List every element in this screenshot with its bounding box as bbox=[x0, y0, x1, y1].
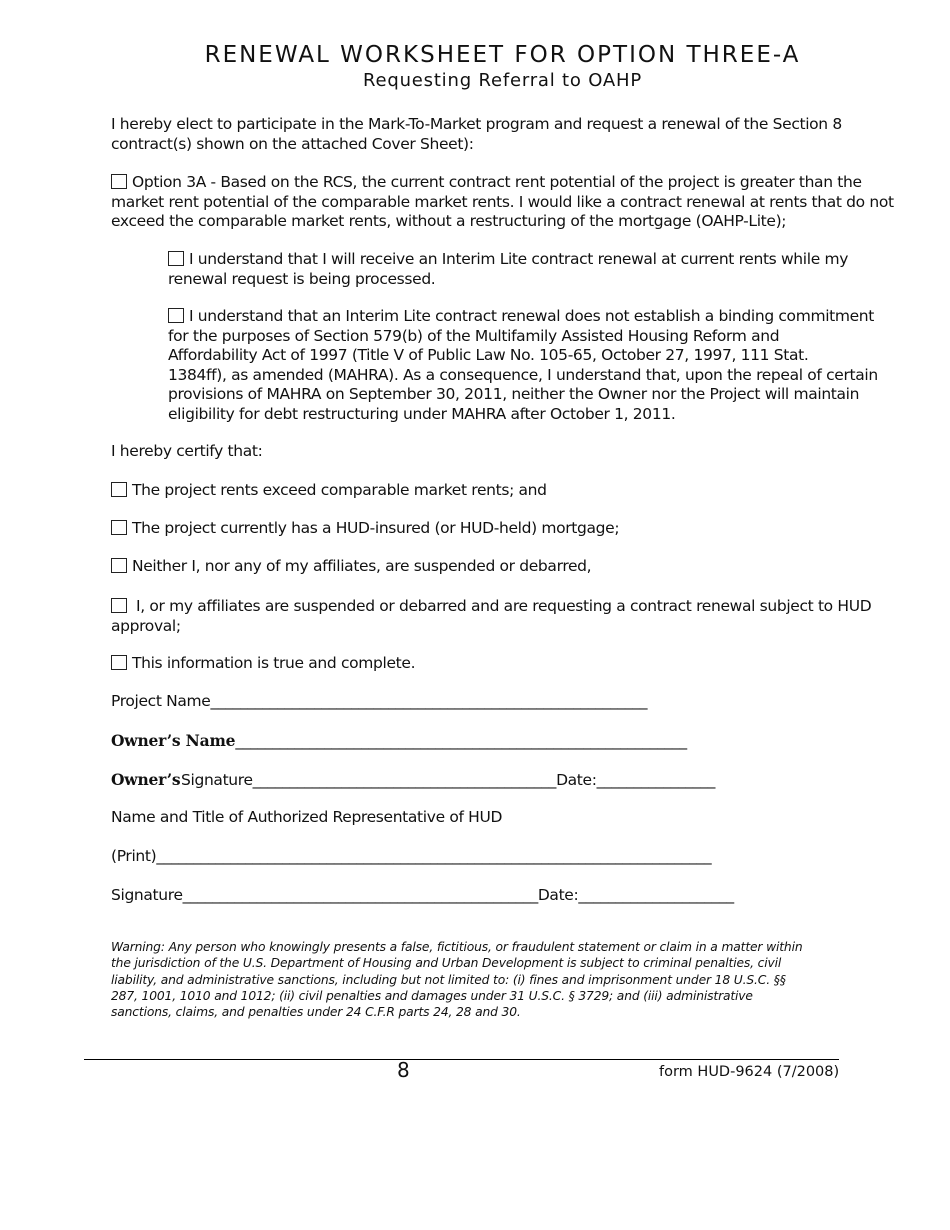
page-number: 8 bbox=[397, 1058, 410, 1082]
option-3a-line: exceed the comparable market rents, without a restructuring of the mortgage (OAHP-Lite); bbox=[111, 212, 787, 230]
warning-line: liability, and administrative sanctions, including but not limited to: (i) fines and imprisonment under 18 U.S.C. §§ bbox=[111, 972, 786, 987]
project-name-field[interactable] bbox=[111, 692, 647, 712]
option-3a-paragraph bbox=[111, 173, 894, 232]
option-3a-checkbox[interactable] bbox=[111, 174, 127, 189]
cert-true-label: This information is true and complete. bbox=[132, 654, 416, 672]
cert-debarred-line: approval; bbox=[111, 616, 181, 635]
binding-commitment-line: eligibility for debt restructuring under MAHRA after October 1, 2011. bbox=[168, 404, 676, 423]
interim-lite-renewal-line: I understand that I will receive an Interim Lite contract renewal at current rents while my bbox=[189, 250, 849, 268]
option-3a-line: market rent potential of the comparable market rents. I would like a contract renewal at rents that do not bbox=[111, 192, 894, 211]
cert-debarred-line: I, or my affiliates are suspended or debarred and are requesting a contract renewal subject to HUD bbox=[136, 597, 872, 615]
option-3a-line: Option 3A - Based on the RCS, the current contract rent potential of the project is greater than the bbox=[132, 173, 862, 191]
binding-commitment-line: 1384ff), as amended (MAHRA). As a consequence, I understand that, upon the repeal of certain bbox=[168, 365, 878, 384]
cert-rents-item bbox=[111, 481, 547, 501]
page-title: RENEWAL WORKSHEET FOR OPTION THREE-A bbox=[204, 42, 801, 68]
owners-signature-blank[interactable]: _________________________________________ bbox=[252, 771, 557, 789]
cert-true-item bbox=[111, 654, 415, 674]
hud-date-label: Date: bbox=[537, 886, 579, 904]
cert-mortgage-checkbox[interactable] bbox=[111, 520, 127, 535]
cert-debarred-checkbox[interactable] bbox=[111, 598, 127, 613]
hud-representative-heading: Name and Title of Authorized Representative of HUD bbox=[111, 808, 503, 826]
page-subtitle: Requesting Referral to OAHP bbox=[362, 70, 643, 91]
binding-commitment-line: Affordability Act of 1997 (Title V of Public Law No. 105-65, October 27, 1997, 111 Stat. bbox=[168, 346, 809, 364]
certify-heading: I hereby certify that: bbox=[111, 442, 263, 460]
cert-true-checkbox[interactable] bbox=[111, 655, 127, 670]
hud-signature-blank[interactable]: ________________________________________________ bbox=[182, 886, 538, 904]
cert-not-debarred-item bbox=[111, 557, 591, 577]
print-label: (Print) bbox=[111, 847, 157, 865]
interim-lite-renewal-line: renewal request is being processed. bbox=[168, 269, 436, 288]
warning-notice bbox=[111, 939, 841, 1020]
owners-name-label: Owner’s Name bbox=[111, 731, 236, 750]
form-number: form HUD-9624 (7/2008) bbox=[659, 1064, 840, 1080]
hud-date-blank[interactable]: _____________________ bbox=[578, 886, 734, 904]
hud-signature-label: Signature bbox=[111, 886, 183, 904]
hud-signature-field[interactable] bbox=[111, 886, 734, 906]
owners-date-label: Date: bbox=[556, 771, 597, 789]
binding-commitment-line: for the purposes of Section 579(b) of the Multifamily Assisted Housing Reform and bbox=[168, 326, 780, 345]
intro-line: I hereby elect to participate in the Mark-To-Market program and request a renewal of the Section 8 bbox=[111, 115, 842, 133]
cert-mortgage-label: The project currently has a HUD-insured (or HUD-held) mortgage; bbox=[132, 519, 620, 537]
intro-line: contract(s) shown on the attached Cover Sheet): bbox=[111, 134, 474, 153]
warning-line: Warning: Any person who knowingly presents a false, fictitious, or fraudulent statement or claim in a matter within bbox=[111, 940, 803, 954]
owners-date-blank[interactable]: ________________ bbox=[596, 771, 715, 789]
cert-not-debarred-label: Neither I, nor any of my affiliates, are suspended or debarred, bbox=[132, 557, 592, 575]
warning-line: 287, 1001, 1010 and 1012; (ii) civil penalties and damages under 31 U.S.C. § 3729; and (iii) administrative bbox=[111, 988, 753, 1003]
cert-debarred-item bbox=[111, 597, 871, 636]
interim-lite-renewal-item bbox=[168, 250, 848, 289]
footer-divider bbox=[84, 1059, 839, 1060]
cert-rents-label: The project rents exceed comparable market rents; and bbox=[132, 481, 547, 499]
cert-not-debarred-checkbox[interactable] bbox=[111, 558, 127, 573]
owners-name-blank[interactable]: _____________________________________________________________ bbox=[235, 732, 687, 750]
cert-rents-checkbox[interactable] bbox=[111, 482, 127, 497]
intro-paragraph bbox=[111, 115, 842, 154]
binding-commitment-line: I understand that an Interim Lite contract renewal does not establish a binding commitment bbox=[189, 307, 875, 325]
warning-line: sanctions, claims, and penalties under 24 C.F.R parts 24, 28 and 30. bbox=[111, 1005, 521, 1020]
binding-commitment-line: provisions of MAHRA on September 30, 2011, neither the Owner nor the Project will maintain bbox=[168, 385, 860, 403]
hud-print-name-field[interactable] bbox=[111, 847, 711, 867]
warning-line: the jurisdiction of the U.S. Department of Housing and Urban Development is subject to criminal penalties, civil bbox=[111, 956, 782, 971]
owners-label: Owner’s bbox=[111, 770, 181, 789]
owners-signature-field[interactable] bbox=[111, 770, 715, 791]
interim-lite-renewal-checkbox[interactable] bbox=[168, 251, 184, 266]
owners-signature-label: Signature bbox=[181, 771, 253, 789]
project-name-blank[interactable]: ___________________________________________________________ bbox=[210, 692, 648, 710]
binding-commitment-checkbox[interactable] bbox=[168, 308, 184, 323]
project-name-label: Project Name bbox=[111, 692, 211, 710]
print-blank[interactable]: ___________________________________________________________________________ bbox=[156, 847, 712, 865]
binding-commitment-item bbox=[168, 307, 878, 424]
owners-name-field[interactable] bbox=[111, 731, 687, 752]
cert-mortgage-item bbox=[111, 519, 619, 539]
